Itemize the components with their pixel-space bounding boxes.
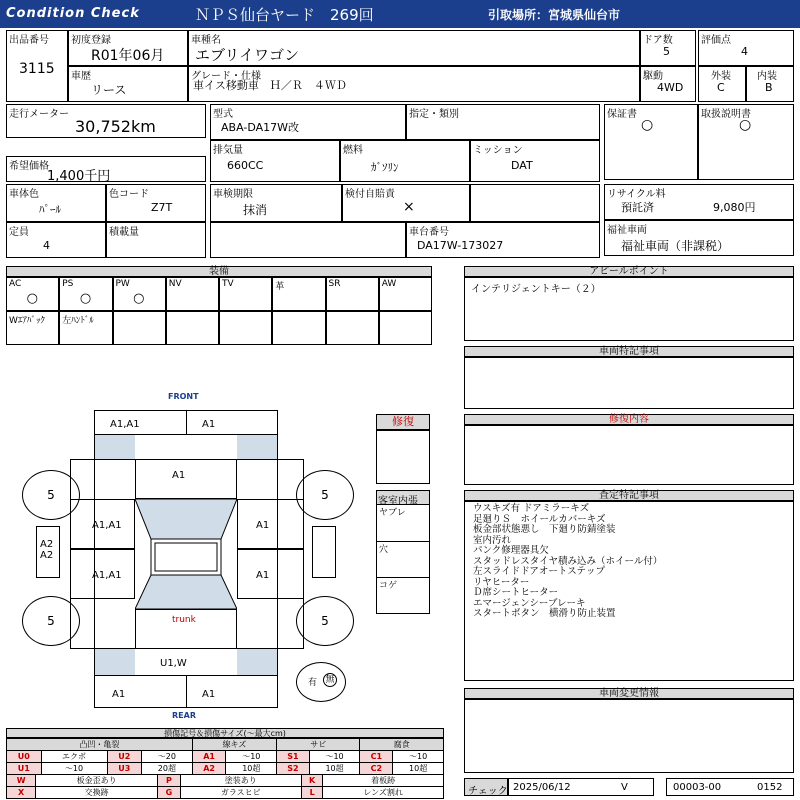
dmg-rear-panel: U1,W [160,658,187,669]
equipment-key: 左ﾊﾝﾄﾞﾙ [62,316,94,326]
legend-cell: P [158,775,181,787]
equipment-key: Wｴｱﾊﾞｯｸ [9,316,45,326]
equipment-cell [326,277,379,311]
equipment-value: ○ [79,291,92,306]
equipment-key: PW [115,279,130,289]
capacity-box: 定員 4 [6,222,106,258]
equipment-cell [166,277,219,311]
legend-cell: U0 [7,751,42,763]
mileage: 30,752km [75,117,156,136]
inspection-box: 車検期限 抹消 [210,184,342,222]
equipment-cell [379,277,432,311]
legend-cell: W [7,775,36,787]
special-header: 車両特記事項 [464,346,794,357]
spare-tire: 有 無 [296,662,346,702]
legend-cell: 20超 [142,763,193,775]
equipment-cell [59,311,112,345]
equipment-cell [6,311,59,345]
doors-box: ドア数 5 [640,30,696,66]
repair-content-header: 修復内容 [464,414,794,425]
car-name-box: 車種名 エブリイワゴン [188,30,640,66]
legend-cell: G [158,787,181,799]
legend-cell: 板金歪あり [36,775,158,787]
cabin-glass [135,499,237,609]
dmg-top-left: A1,A1 [110,419,140,430]
header-location: 引取場所：宮城県仙台市 [488,8,621,22]
appeal-text: インテリジェントキー（２） [471,284,601,295]
equipment-key: AC [9,279,22,289]
legend-cell: 〜20 [142,751,193,763]
repair-box [376,430,430,484]
equipment-key: TV [222,279,234,289]
mission-box: ミッション DAT [470,140,600,182]
warranty-box: 保証書 ○ [604,104,698,180]
special-box [464,357,794,409]
equipment-value: ○ [26,291,38,306]
rear-label: REAR [172,711,196,720]
legend-cell: U1 [7,763,42,775]
inspection-note-line: 室内汚れ [473,534,512,546]
inspection-notes-box [464,501,794,681]
history-box: 車歴 リース [68,66,188,102]
footer [464,778,794,796]
equipment-key: SR [328,279,341,289]
interior-item: 穴 [377,541,429,577]
equipment-value: ○ [133,291,145,306]
repair-header: 修復 [376,414,430,430]
inspection-note-line: パンク修理器具欠 [473,545,549,556]
side-right-box [312,526,336,578]
legend-cell: ガラスヒビ [180,787,301,799]
legend-cell: 10超 [309,763,360,775]
front-label: FRONT [168,392,199,401]
dmg-hood: A1 [172,470,186,481]
dmg-left-rear: A1,A1 [92,570,122,581]
score-box: 評価点 4 [698,30,794,66]
inspection-note-line: ウスキズ有 ドアミラーキズ [473,503,590,514]
tire-rear-left: 5 [22,596,80,646]
change-info-box [464,699,794,773]
footer-mark: V [621,782,628,793]
change-info-header: 車両変更情報 [464,688,794,699]
legend-cell: 〜10 [309,751,360,763]
equipment-cell [166,311,219,345]
selfmark-extra-box [470,184,600,222]
equipment-cell [219,277,272,311]
interior-box [376,490,430,614]
top-divider [186,410,187,434]
dmg-right-front: A1 [256,520,270,531]
footer-num: 0152 [757,782,783,793]
selfmark-box: 検付自賠責 × [342,184,470,222]
designation-box: 指定・類別 [406,104,600,140]
appeal-box [464,277,794,341]
dmg-bottom-right: A1 [202,689,216,700]
legend-cell: L [301,787,322,799]
equipment-cell [113,311,166,345]
legend-cell: U3 [107,763,142,775]
trunk-label: trunk [172,615,196,625]
inspection-note-line: エマージェンシーブレーキ [473,597,586,609]
interior-item: ヤブレ [379,508,406,518]
car-name: エブリイワゴン [195,46,299,64]
equipment-header: 装備 [6,266,432,277]
inspection-note-line: スタートボタン 横滑り防止装置 [473,608,616,619]
legend-cell: C2 [360,763,393,775]
ext-box: 外装 C [698,66,746,102]
inspection-note-line: Ｄ席シートヒーター [473,587,559,598]
welfare-box: 福祉車両 福祉車両（非課税） [604,220,794,256]
score: 4 [741,45,748,58]
footer-date: 2025/06/12 [513,782,571,793]
chassis-box: 車台番号 DA17W-173027 [406,222,600,258]
legend-cell: 〜10 [226,751,277,763]
side-left-box: A2 A2 [36,526,60,578]
dmg-top-right: A1 [202,419,216,430]
first-reg: R01年06月 [91,48,165,64]
dmg-right-rear: A1 [256,570,270,581]
lot-number: 3115 [19,61,55,77]
inspection-note-line: 足廻りＳ ホイールカバーキズ [473,513,606,525]
inspection-notes-header: 査定特記事項 [464,490,794,501]
interior-item: コゲ [377,577,429,613]
header-left: Condition Check [6,6,140,21]
legend-cell: 10超 [226,763,277,775]
equipment-cell [379,311,432,345]
drive-box: 駆動 4WD [640,66,696,102]
mileage-box: 走行メーター 30,752km [6,104,206,138]
legend-cell: エクボ [41,751,107,763]
tire-front-left: 5 [22,470,80,520]
legend-cell: 着板跡 [323,775,444,787]
recycle-box: リサイクル料 預託済 9,080円 [604,184,794,220]
equipment-key: AW [381,279,397,289]
appeal-header: アピールポイント [464,266,794,277]
tire-front-right: 5 [296,470,354,520]
repair-content-box [464,425,794,485]
color-box: 車体色 ﾊﾟｰﾙ [6,184,106,222]
equipment-cell [59,277,112,311]
dmg-bottom-left: A1 [112,689,126,700]
color-code-box: 色コード Z7T [106,184,206,222]
equipment-cell [113,277,166,311]
price-box: 希望価格 1,400千円 [6,156,206,182]
grade-box: グレード・仕様 車イス移動車 Ｈ／Ｒ ４ＷＤ [188,66,640,102]
legend-cell: A1 [192,751,226,763]
legend-cell: S1 [277,751,310,763]
header-title: ＮＰＳ仙台ヤード 269回 [195,6,374,24]
check-label: チェック [468,786,508,797]
legend-cell: U2 [107,751,142,763]
load-box: 積載量 [106,222,206,258]
equipment-cell [326,311,379,345]
equipment-cell [219,311,272,345]
price: 1,400千円 [47,169,111,184]
legend-cell: X [7,787,36,799]
inspection-note-line: スタッドレスタイヤ積み込み（ホイール付） [473,555,663,567]
equipment-cell [6,277,59,311]
legend-cell: K [301,775,322,787]
int-box: 内装 B [746,66,794,102]
legend-cell: C1 [360,751,393,763]
model-box: 型式 ABA-DA17W改 [210,104,406,140]
legend-cell: 〜10 [393,751,444,763]
equipment-cell [272,311,325,345]
legend-cell: 10超 [393,763,444,775]
lot-box: 出品番号 3115 [6,30,68,102]
equipment-key: NV [168,279,182,289]
right-rear-panel [237,549,304,599]
equipment-key: PS [62,279,74,289]
legend-cell: 〜10 [41,763,107,775]
blank-box [210,222,406,258]
hood-panel [135,459,237,499]
interior-title: 客室内張 [378,496,418,507]
equipment-key: 革 [275,282,285,292]
legend-title: 損傷記号＆損傷サイズ(〜最大cm) [6,728,444,738]
legend-cell: 塗装あり [180,775,301,787]
inspection-note-line: 板金部状態悪し 下廻り防錆塗装 [473,524,616,535]
manual-box: 取扱説明書 ○ [698,104,794,180]
legend-cell: S2 [277,763,310,775]
equipment-grid [6,277,432,345]
tire-rear-right: 5 [296,596,354,646]
legend-cell: A2 [192,763,226,775]
disp-box: 排気量 660CC [210,140,340,182]
footer-code: 00003-00 [673,782,722,793]
inspection-note-line: 左スライドドアオートステップ [473,566,606,577]
legend-cell: レンズ割れ [323,787,444,799]
legend-cell: 交換跡 [36,787,158,799]
header-bar [0,0,800,28]
dmg-left-front: A1,A1 [92,520,122,531]
first-reg-box: 初度登録 R01年06月 [68,30,188,66]
fuel-box: 燃料 ｶﾞｿﾘﾝ [340,140,470,182]
inspection-note-line: リヤヒーター [473,576,530,588]
equipment-cell [272,277,325,311]
right-front-panel [237,499,304,549]
